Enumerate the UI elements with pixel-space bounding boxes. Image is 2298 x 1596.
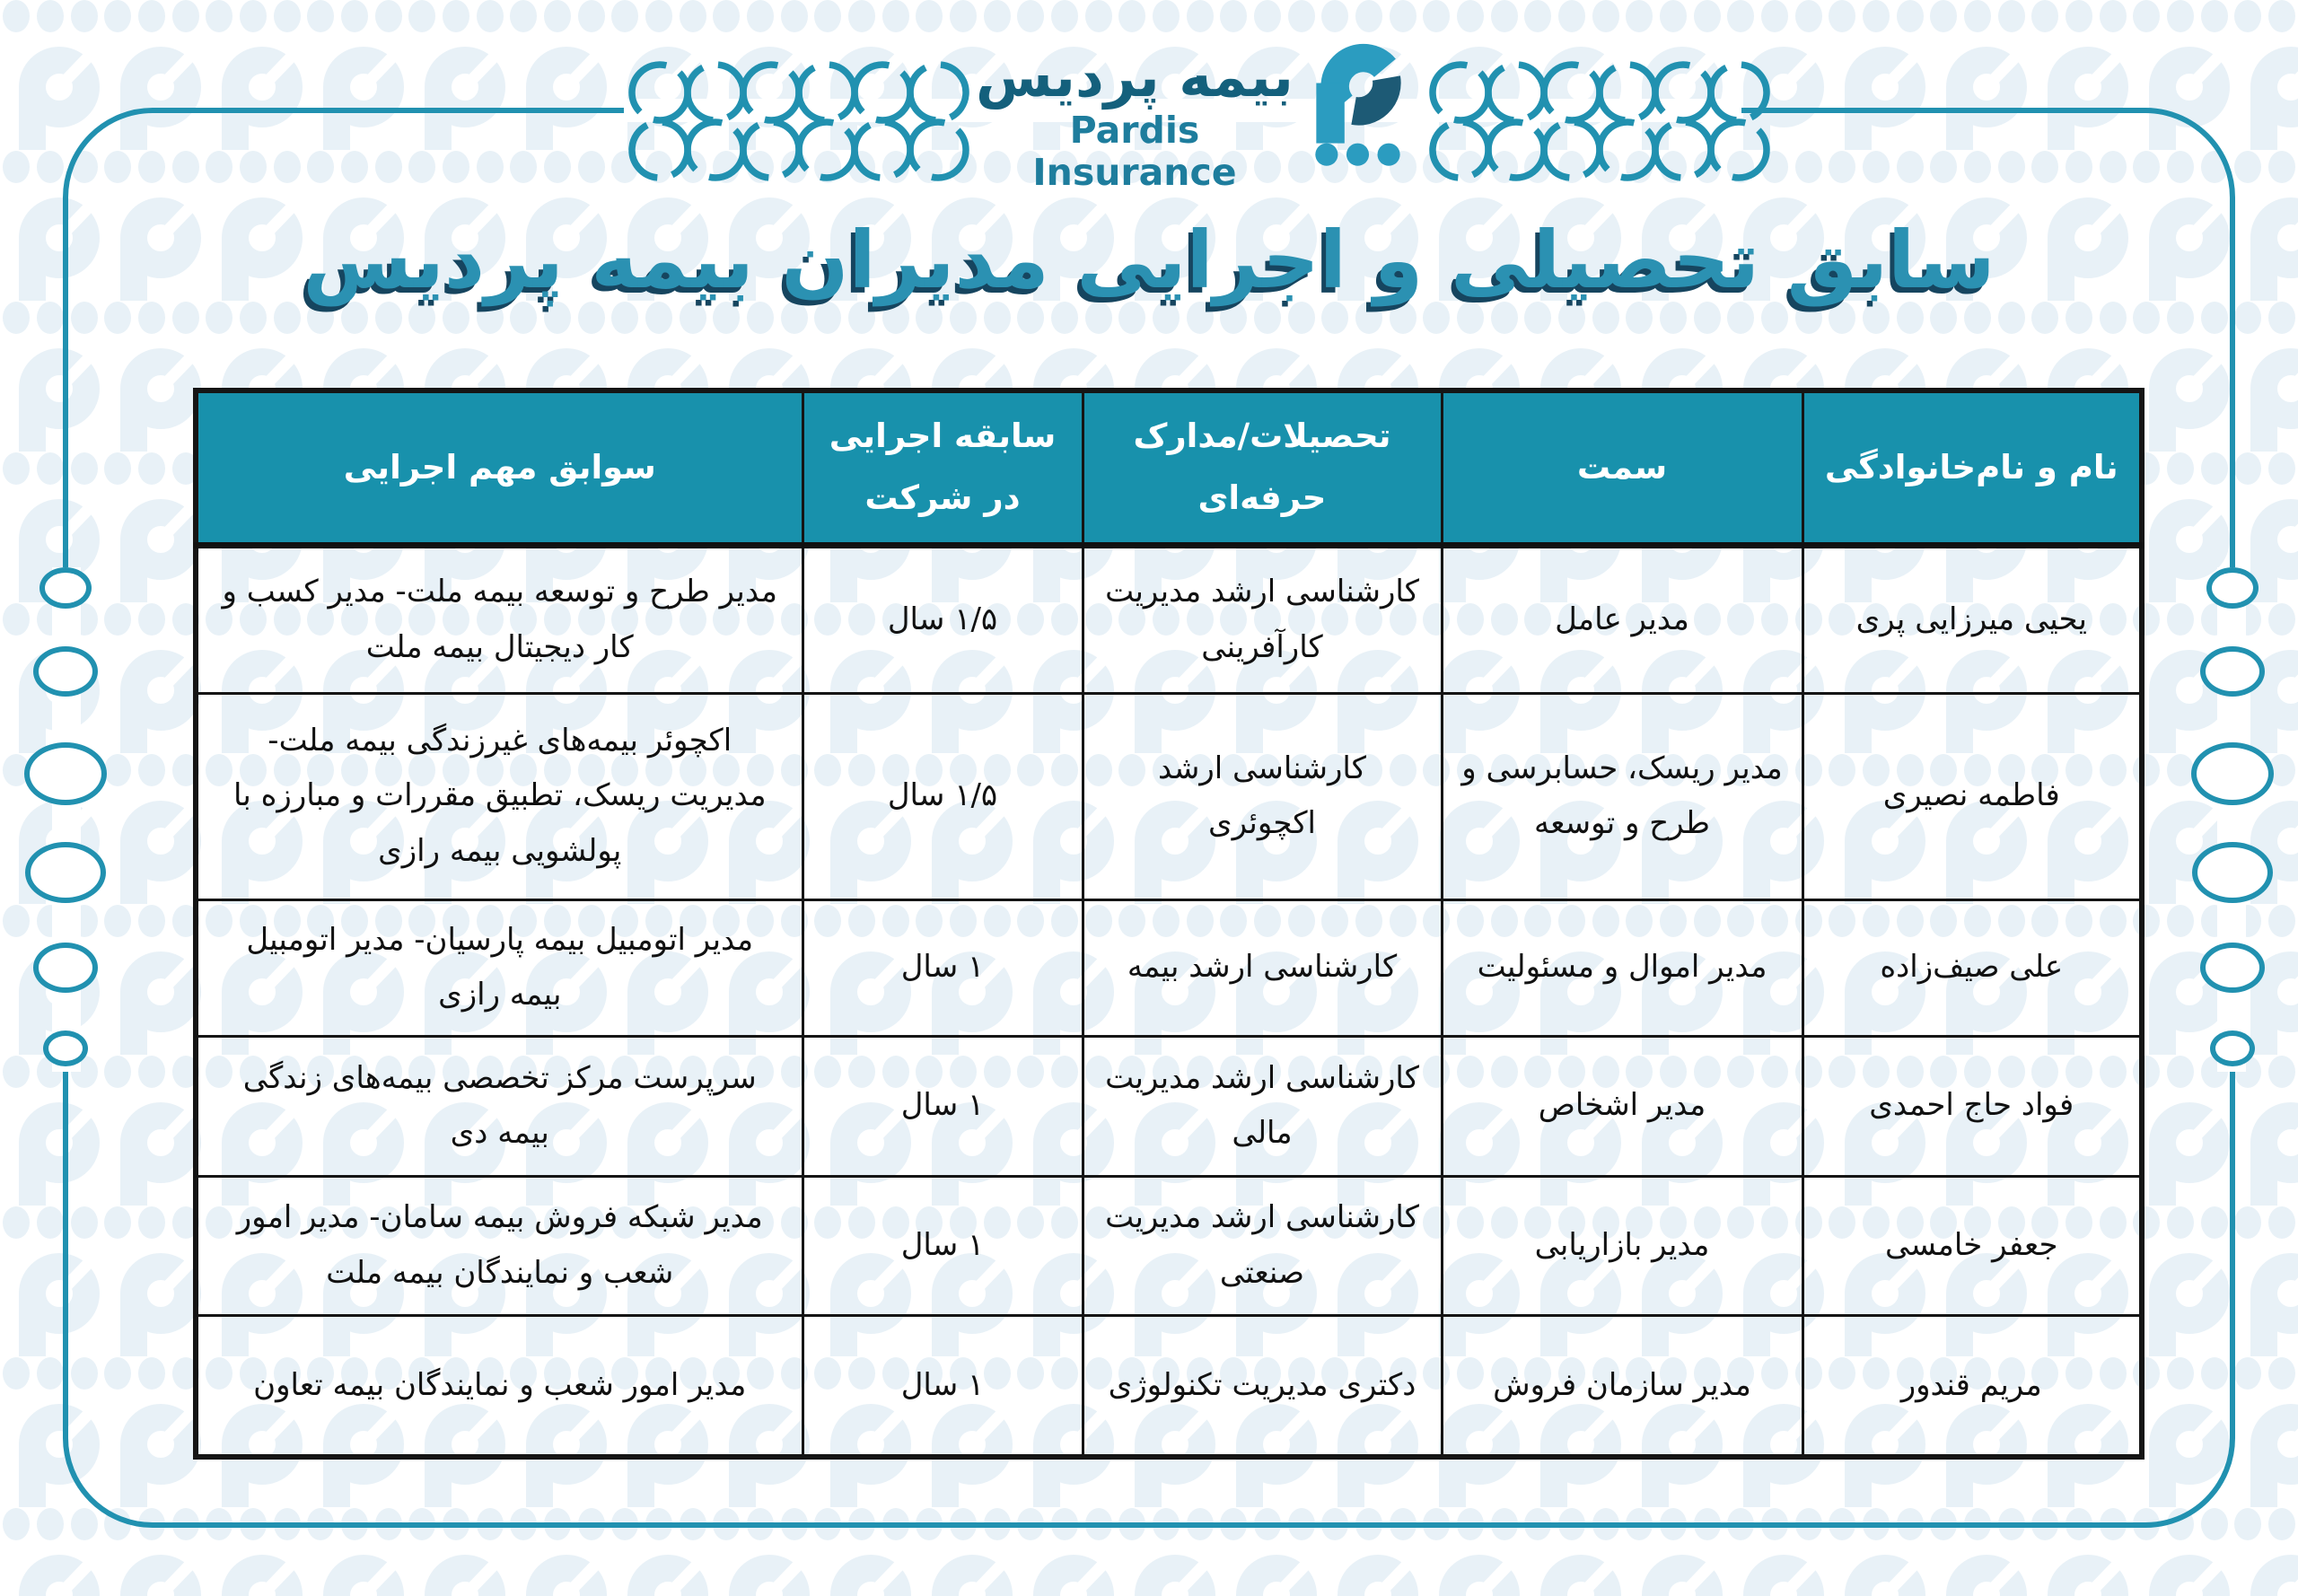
chain-links-left-icon [628, 59, 971, 185]
table-cell-position: مدیر سازمان فروش [1442, 1315, 1802, 1457]
frame-mask-left [52, 567, 81, 1072]
column-header: سمت [1442, 390, 1802, 545]
table-head [196, 390, 2142, 545]
table-cell-tenure: ۱ سال [803, 1176, 1083, 1315]
table-row [196, 1315, 2142, 1457]
table-cell-name: فواد حاج احمدی [1802, 1036, 2142, 1176]
chain-links-right-icon [1429, 59, 1772, 185]
decorative-circle [25, 842, 106, 903]
table-cell-background: سرپرست مرکز تخصصی بیمه‌های زندگی بیمه دی [196, 1036, 803, 1176]
table-row [196, 1036, 2142, 1176]
table-row [196, 545, 2142, 693]
table-cell-education: کارشناسی ارشد بیمه [1083, 899, 1442, 1036]
table-cell-tenure: ۱/۵ سال [803, 693, 1083, 899]
column-header: نام و نام‌خانوادگی [1802, 390, 2142, 545]
decorative-circle [2210, 1030, 2255, 1066]
table-cell-education: کارشناسی ارشد مدیریت صنعتی [1083, 1176, 1442, 1315]
brand-logo-icon [1303, 34, 1413, 171]
table-wrap [193, 388, 2139, 1460]
table-cell-education: کارشناسی ارشد مدیریت مالی [1083, 1036, 1442, 1176]
table-cell-tenure: ۱ سال [803, 1315, 1083, 1457]
table-cell-tenure: ۱ سال [803, 1036, 1083, 1176]
brand-name-english: Pardis Insurance [1032, 109, 1237, 195]
table-cell-background: اکچوئر بیمه‌های غیرزندگی بیمه ملت- مدیریت ریسک، تطبیق مقررات و مبارزه با پولشویی بیمه رازی [196, 693, 803, 899]
decorative-circle [2191, 742, 2274, 805]
brand-block [968, 44, 1302, 195]
table-cell-position: مدیر عامل [1442, 545, 1802, 693]
table-body [196, 545, 2142, 1457]
column-header: سابقه اجرایی در شرکت [803, 390, 1083, 545]
brand-name-farsi: بیمه پردیس [976, 44, 1294, 110]
table-cell-name: یحیی میرزایی پری [1802, 545, 2142, 693]
table-cell-background: مدیر امور شعب و نمایندگان بیمه تعاون [196, 1315, 803, 1457]
table-cell-tenure: ۱/۵ سال [803, 545, 1083, 693]
table-row [196, 899, 2142, 1036]
decorative-circle [2206, 567, 2259, 609]
column-header: سوابق مهم اجرایی [196, 390, 803, 545]
table-cell-name: جعفر خامسی [1802, 1176, 2142, 1315]
frame-mask-right [2217, 567, 2246, 1072]
decorative-circle [24, 742, 107, 805]
decorative-circle [2192, 842, 2273, 903]
table-cell-position: مدیر اموال و مسئولیت [1442, 899, 1802, 1036]
table-cell-name: مریم قندور [1802, 1315, 2142, 1457]
table-cell-position: مدیر اشخاص [1442, 1036, 1802, 1176]
table-cell-background: مدیر شبکه فروش بیمه سامان- مدیر امور شعب و نمایندگان بیمه ملت [196, 1176, 803, 1315]
decorative-circle [33, 646, 98, 697]
table-cell-tenure: ۱ سال [803, 899, 1083, 1036]
decorative-circle [2200, 943, 2265, 993]
table-cell-name: علی صیف‌زاده [1802, 899, 2142, 1036]
decorative-circle [39, 567, 92, 609]
decorative-circle [43, 1030, 88, 1066]
table-cell-education: دکتری مدیریت تکنولوژی [1083, 1315, 1442, 1457]
decorative-circle [33, 943, 98, 993]
page-title: سابق تحصیلی و اجرایی مدیران بیمه پردیس [303, 214, 1995, 306]
table-cell-background: مدیر اتومبیل بیمه پارسیان- مدیر اتومبیل بیمه رازی [196, 899, 803, 1036]
table-cell-position: مدیر بازاریابی [1442, 1176, 1802, 1315]
table-cell-education: کارشناسی ارشد مدیریت کارآفرینی [1083, 545, 1442, 693]
table-row [196, 693, 2142, 899]
header-row [196, 390, 2142, 545]
column-header: تحصیلات/مدارک حرفه‌ای [1083, 390, 1442, 545]
table-cell-name: فاطمه نصیری [1802, 693, 2142, 899]
table-row [196, 1176, 2142, 1315]
table-cell-education: کارشناسی ارشد اکچوئری [1083, 693, 1442, 899]
table-cell-position: مدیر ریسک، حسابرسی و طرح و توسعه [1442, 693, 1802, 899]
managers-table [193, 388, 2145, 1460]
table-cell-background: مدیر طرح و توسعه بیمه ملت- مدیر کسب و کار دیجیتال بیمه ملت [196, 545, 803, 693]
decorative-circle [2200, 646, 2265, 697]
